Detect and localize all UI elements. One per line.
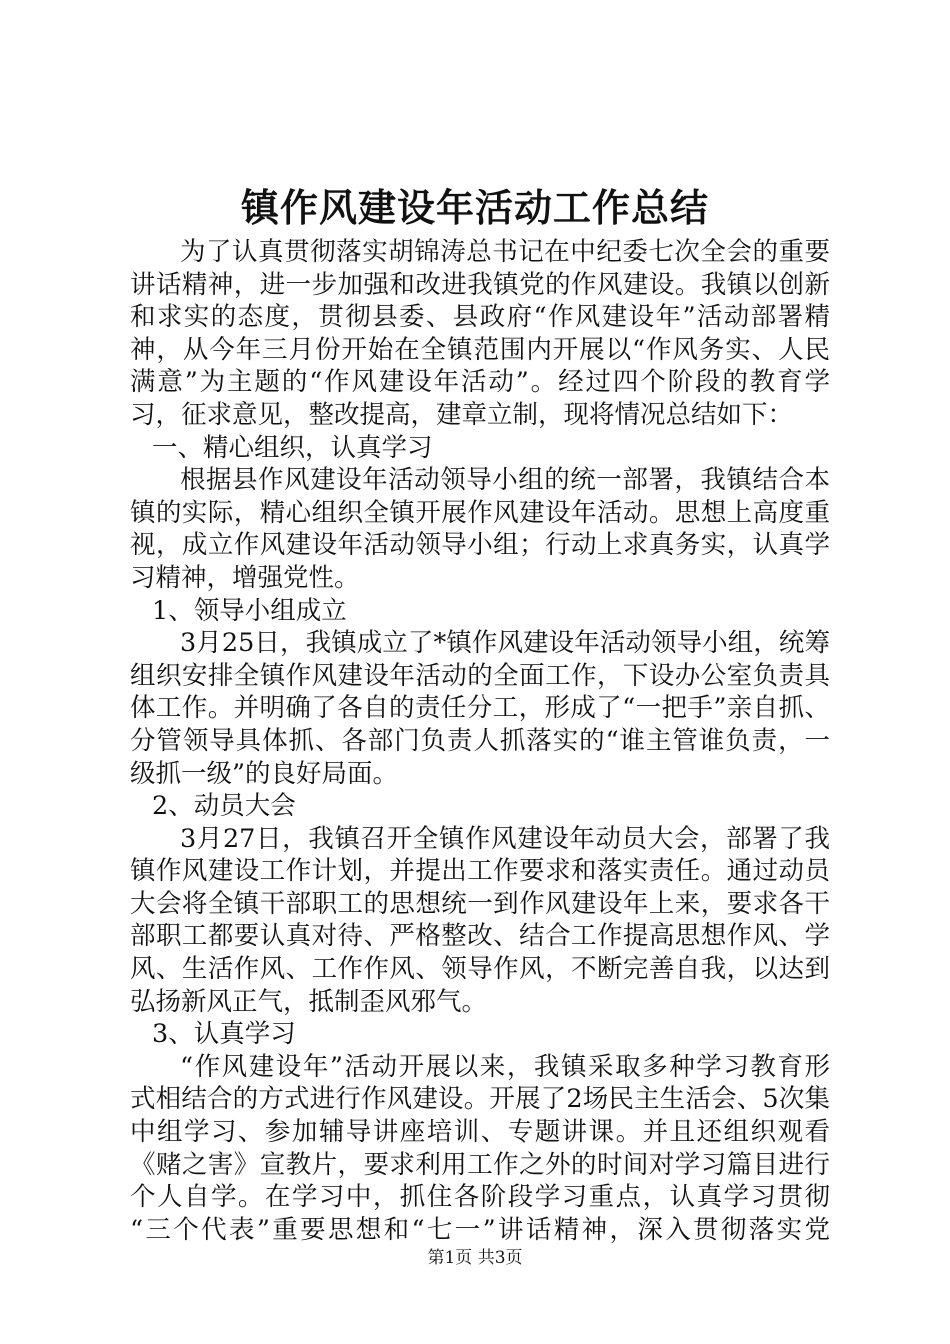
text-line: 3月27日，我镇召开全镇作风建设年动员大会，部署了我 — [180, 823, 830, 854]
text-line: 《赌之害》宣教片，要求利用工作之外的时间对学习篇目进行 — [130, 1149, 830, 1180]
text-line: 级抓一级”的良好局面。 — [130, 758, 399, 789]
text-line: 中组学习、参加辅导讲座培训、专题讲课。并且还组织观看 — [130, 1117, 830, 1148]
text-line: 3月25日，我镇成立了*镇作风建设年活动领导小组，统筹 — [180, 628, 830, 659]
text-line: 满意”为主题的“作风建设年活动”。经过四个阶段的教育学 — [130, 367, 830, 398]
text-line: 视，成立作风建设年活动领导小组；行动上求真务实，认真学 — [130, 530, 830, 561]
text-line: 和求实的态度，贯彻县委、县政府“作风建设年”活动部署精 — [130, 302, 830, 333]
text-line: “三个代表”重要思想和“七一”讲话精神，深入贯彻落实党 — [130, 1214, 830, 1245]
section-heading: 一、精心组织，认真学习 — [152, 432, 433, 463]
text-line: 讲话精神，进一步加强和改进我镇党的作风建设。我镇以创新 — [130, 269, 830, 300]
text-line: 组织安排全镇作风建设年活动的全面工作，下设办公室负责具 — [130, 660, 830, 691]
text-line: 为了认真贯彻落实胡锦涛总书记在中纪委七次全会的重要 — [180, 237, 830, 267]
text-line: 弘扬新风正气，抵制歪风邪气。 — [130, 986, 488, 1017]
section-heading: 1、领导小组成立 — [152, 595, 347, 626]
document-title: 镇作风建设年活动工作总结 — [240, 185, 709, 230]
text-line: 个人自学。在学习中，抓住各阶段学习重点，认真学习贯彻 — [130, 1182, 830, 1213]
text-line: 风、生活作风、工作作风、领导作风，不断完善自我，以达到 — [130, 954, 830, 985]
text-line: 分管领导具体抓、各部门负责人抓落实的“谁主管谁负责，一 — [130, 725, 830, 756]
text-line: 部职工都要认真对待、严格整改、结合工作提高思想作风、学 — [130, 921, 830, 952]
text-line: 神，从今年三月份开始在全镇范围内开展以“作风务实、人民 — [130, 334, 830, 365]
section-heading: 2、动员大会 — [152, 791, 296, 822]
text-line: 式相结合的方式进行作风建设。开展了2场民主生活会、5次集 — [130, 1084, 830, 1115]
page-footer: 第1页 共3页 — [427, 1248, 523, 1268]
text-line: 习精神，增强党性。 — [130, 562, 360, 593]
text-line: 根据县作风建设年活动领导小组的统一部署，我镇结合本 — [180, 465, 830, 496]
text-line: 体工作。并明确了各自的责任分工，形成了“一把手”亲自抓、 — [130, 693, 830, 724]
document-body — [130, 236, 830, 1246]
text-line: “作风建设年”活动开展以来，我镇采取多种学习教育形 — [180, 1051, 830, 1082]
text-line: 习，征求意见，整改提高，建章立制，现将情况总结如下： — [130, 399, 794, 430]
text-line: 镇作风建设工作计划，并提出工作要求和落实责任。通过动员 — [130, 856, 830, 887]
text-line: 镇的实际，精心组织全镇开展作风建设年活动。思想上高度重 — [130, 497, 830, 528]
section-heading: 3、认真学习 — [152, 1019, 296, 1050]
text-line: 大会将全镇干部职工的思想统一到作风建设年上来，要求各干 — [130, 888, 830, 919]
